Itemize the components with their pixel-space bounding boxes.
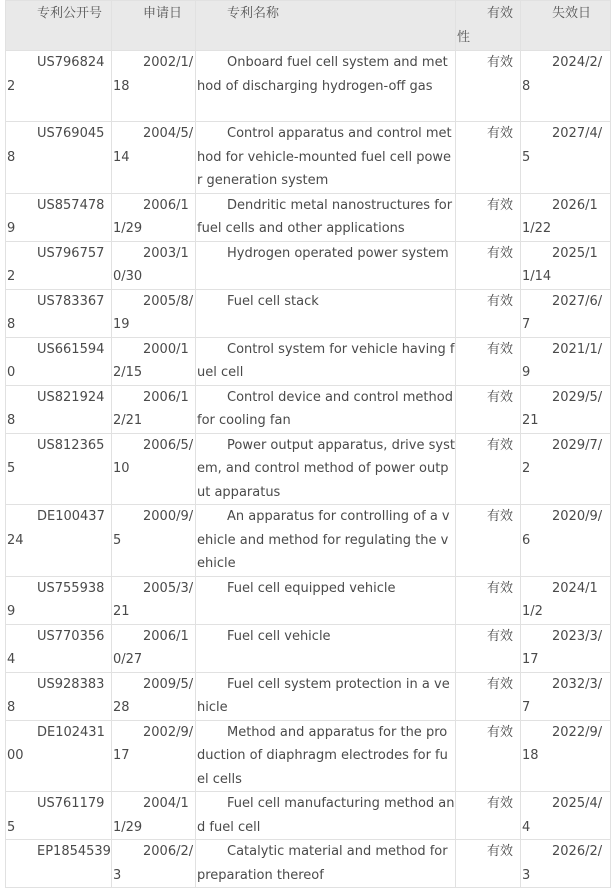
cell-expiry: 2026/2/3 (521, 840, 611, 888)
cell-title: Fuel cell manufacturing method and fuel cell (196, 792, 456, 840)
header-validity: 有效性 (456, 1, 521, 51)
cell-app-date: 2005/3/21 (112, 576, 196, 624)
cell-validity: 有效 (456, 385, 521, 433)
cell-pub-no: US8574789 (6, 193, 112, 241)
table-row (6, 576, 611, 624)
patent-table (5, 0, 611, 888)
cell-title: Control device and control method for cooling fan (196, 385, 456, 433)
cell-title: Method and apparatus for the production of diaphragm electrodes for fuel cells (196, 720, 456, 792)
table-row (6, 193, 611, 241)
cell-pub-no: DE10043724 (6, 505, 112, 577)
table-row (6, 241, 611, 289)
cell-pub-no: US7968242 (6, 51, 112, 122)
cell-title: Fuel cell stack (196, 289, 456, 337)
cell-expiry: 2026/11/22 (521, 193, 611, 241)
table-row (6, 122, 611, 194)
cell-validity: 有效 (456, 51, 521, 122)
cell-title: Dendritic metal nanostructures for fuel cells and other applications (196, 193, 456, 241)
cell-app-date: 2005/8/19 (112, 289, 196, 337)
cell-expiry: 2024/2/8 (521, 51, 611, 122)
table-row (6, 672, 611, 720)
cell-app-date: 2000/12/15 (112, 337, 196, 385)
cell-expiry: 2032/3/7 (521, 672, 611, 720)
cell-title: Fuel cell system protection in a vehicle (196, 672, 456, 720)
cell-pub-no: US9283838 (6, 672, 112, 720)
cell-validity: 有效 (456, 840, 521, 888)
cell-title: Hydrogen operated power system (196, 241, 456, 289)
table-row (6, 840, 611, 888)
header-pub-no: 专利公开号 (6, 1, 112, 51)
cell-title: Control system for vehicle having fuel cell (196, 337, 456, 385)
cell-app-date: 2006/5/10 (112, 433, 196, 505)
cell-validity: 有效 (456, 792, 521, 840)
cell-validity: 有效 (456, 241, 521, 289)
cell-validity: 有效 (456, 337, 521, 385)
cell-validity: 有效 (456, 576, 521, 624)
cell-pub-no: US7967572 (6, 241, 112, 289)
cell-title: Power output apparatus, drive system, and control method of power output apparatus (196, 433, 456, 505)
cell-app-date: 2002/1/18 (112, 51, 196, 122)
cell-expiry: 2023/3/17 (521, 624, 611, 672)
cell-validity: 有效 (456, 433, 521, 505)
header-title: 专利名称 (196, 1, 456, 51)
header-expiry: 失效日 (521, 1, 611, 51)
table-row (6, 720, 611, 792)
cell-app-date: 2006/11/29 (112, 193, 196, 241)
table-header (6, 1, 611, 51)
cell-app-date: 2004/11/29 (112, 792, 196, 840)
table-row (6, 624, 611, 672)
cell-pub-no: DE10243100 (6, 720, 112, 792)
cell-title: Onboard fuel cell system and method of discharging hydrogen-off gas (196, 51, 456, 122)
cell-expiry: 2021/1/9 (521, 337, 611, 385)
cell-expiry: 2025/4/4 (521, 792, 611, 840)
cell-app-date: 2006/2/3 (112, 840, 196, 888)
table-row (6, 51, 611, 122)
cell-expiry: 2029/7/2 (521, 433, 611, 505)
header-row (6, 1, 611, 51)
cell-pub-no: US7703564 (6, 624, 112, 672)
cell-app-date: 2009/5/28 (112, 672, 196, 720)
table-body (6, 51, 611, 888)
cell-validity: 有效 (456, 624, 521, 672)
cell-validity: 有效 (456, 672, 521, 720)
cell-validity: 有效 (456, 122, 521, 194)
cell-validity: 有效 (456, 505, 521, 577)
cell-app-date: 2000/9/5 (112, 505, 196, 577)
table-row (6, 505, 611, 577)
cell-title: An apparatus for controlling of a vehicle and method for regulating the vehicle (196, 505, 456, 577)
cell-app-date: 2006/12/21 (112, 385, 196, 433)
cell-pub-no: US8219248 (6, 385, 112, 433)
cell-title: Control apparatus and control method for vehicle-mounted fuel cell power generation system (196, 122, 456, 194)
cell-expiry: 2025/11/14 (521, 241, 611, 289)
cell-pub-no: US7559389 (6, 576, 112, 624)
cell-validity: 有效 (456, 193, 521, 241)
table-row (6, 433, 611, 505)
cell-expiry: 2027/4/5 (521, 122, 611, 194)
cell-validity: 有效 (456, 720, 521, 792)
cell-pub-no: US8123655 (6, 433, 112, 505)
cell-validity: 有效 (456, 289, 521, 337)
table-row (6, 385, 611, 433)
cell-title: Catalytic material and method for preparation thereof (196, 840, 456, 888)
cell-pub-no: EP1854539 (6, 840, 112, 888)
cell-pub-no: US7833678 (6, 289, 112, 337)
cell-expiry: 2020/9/6 (521, 505, 611, 577)
cell-title: Fuel cell vehicle (196, 624, 456, 672)
table-row (6, 337, 611, 385)
header-app-date: 申请日 (112, 1, 196, 51)
cell-pub-no: US6615940 (6, 337, 112, 385)
cell-app-date: 2006/10/27 (112, 624, 196, 672)
cell-expiry: 2029/5/21 (521, 385, 611, 433)
table-row (6, 792, 611, 840)
cell-expiry: 2027/6/7 (521, 289, 611, 337)
cell-expiry: 2022/9/18 (521, 720, 611, 792)
cell-app-date: 2004/5/14 (112, 122, 196, 194)
cell-app-date: 2003/10/30 (112, 241, 196, 289)
table-row (6, 289, 611, 337)
cell-expiry: 2024/11/2 (521, 576, 611, 624)
cell-title: Fuel cell equipped vehicle (196, 576, 456, 624)
cell-pub-no: US7611795 (6, 792, 112, 840)
cell-app-date: 2002/9/17 (112, 720, 196, 792)
cell-pub-no: US7690458 (6, 122, 112, 194)
